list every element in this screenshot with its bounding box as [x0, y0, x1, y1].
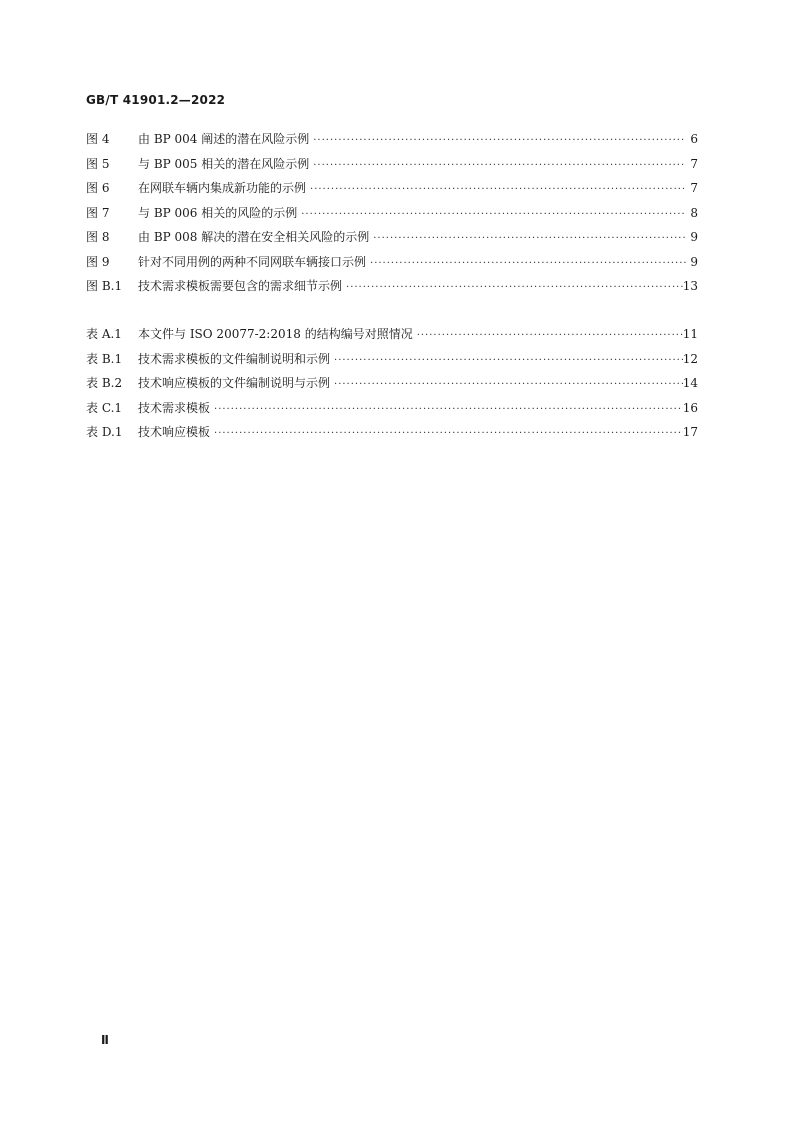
- toc-entry-title: 技术响应模板: [138, 425, 211, 439]
- toc-entry-page: 14: [682, 376, 698, 390]
- toc-entry-label: 图 9: [86, 254, 110, 269]
- toc-entry-figure-7[interactable]: [86, 204, 698, 229]
- toc-leader-dots: [310, 184, 686, 195]
- standard-number: GB/T 41901.2—2022: [86, 93, 226, 107]
- toc-entry-page: 9: [690, 254, 698, 269]
- toc-entry-page: 6: [690, 132, 698, 146]
- toc-leader-dots: [346, 282, 683, 293]
- toc-entry-page: 16: [682, 400, 698, 415]
- toc-entry-page: 8: [690, 205, 698, 220]
- toc-entry-label: 表 B.1: [86, 351, 123, 366]
- toc-entry-label: 图 6: [86, 181, 110, 195]
- toc-entry-label: 表 C.1: [86, 400, 123, 415]
- toc-leader-dots: [417, 330, 683, 341]
- toc-entry-label: 图 5: [86, 156, 110, 171]
- toc-entry-title: 技术响应模板的文件编制说明与示例: [138, 376, 331, 390]
- toc-entry-title: 由 BP 008 解决的潜在安全相关风险的示例: [138, 230, 370, 244]
- toc-entry-figure-8[interactable]: [86, 228, 698, 253]
- toc-entry-figure-5[interactable]: [86, 155, 698, 180]
- toc-entry-label: 图 4: [86, 132, 110, 146]
- toc-entry-title: 本文件与 ISO 20077-2:2018 的结构编号对照情况: [138, 327, 413, 341]
- toc-entry-table-b1[interactable]: [86, 350, 698, 375]
- toc-entry-label: 表 A.1: [86, 327, 122, 341]
- toc-entry-figure-4[interactable]: [86, 130, 698, 155]
- table-list: [86, 325, 698, 448]
- toc-entry-figure-6[interactable]: [86, 179, 698, 204]
- toc-entry-table-d1[interactable]: [86, 423, 698, 448]
- toc-entry-label: 图 8: [86, 230, 110, 244]
- page-number: Ⅱ: [101, 1033, 109, 1047]
- toc-leader-dots: [370, 258, 686, 269]
- toc-entry-label: 图 B.1: [86, 279, 123, 293]
- toc-entry-label: 表 B.2: [86, 376, 123, 390]
- toc-entry-title: 针对不同用例的两种不同网联车辆接口示例: [138, 254, 367, 269]
- toc-entry-figure-9[interactable]: [86, 253, 698, 278]
- toc-entry-page: 17: [682, 425, 698, 439]
- toc-leader-dots: [214, 428, 683, 439]
- toc-leader-dots: [214, 404, 683, 415]
- toc-leader-dots: [334, 379, 683, 390]
- toc-entry-page: 11: [682, 327, 698, 341]
- toc-entry-table-c1[interactable]: [86, 399, 698, 424]
- figure-list: [86, 130, 698, 302]
- toc-entry-figure-b1[interactable]: [86, 277, 698, 302]
- toc-entry-table-a1[interactable]: [86, 325, 698, 350]
- toc-entry-page: 12: [682, 351, 698, 366]
- toc-leader-dots: [373, 233, 686, 244]
- toc-entry-label: 图 7: [86, 205, 110, 220]
- toc-entry-title: 技术需求模板的文件编制说明和示例: [138, 351, 331, 366]
- toc-entry-title: 与 BP 005 相关的潜在风险示例: [138, 156, 310, 171]
- toc-entry-page: 13: [682, 279, 698, 293]
- toc-entry-title: 在网联车辆内集成新功能的示例: [138, 181, 307, 195]
- toc-entry-page: 7: [690, 156, 698, 171]
- toc-entry-title: 技术需求模板需要包含的需求细节示例: [138, 279, 343, 293]
- toc-entry-label: 表 D.1: [86, 425, 123, 439]
- toc-entry-title: 与 BP 006 相关的风险的示例: [138, 205, 298, 220]
- toc-entry-table-b2[interactable]: [86, 374, 698, 399]
- toc-leader-dots: [301, 209, 686, 220]
- toc-entry-page: 7: [690, 181, 698, 195]
- toc-entry-title: 由 BP 004 阐述的潜在风险示例: [138, 132, 310, 146]
- toc-leader-dots: [313, 135, 686, 146]
- toc-entry-page: 9: [690, 230, 698, 244]
- toc-entry-title: 技术需求模板: [138, 400, 211, 415]
- toc-leader-dots: [313, 160, 686, 171]
- toc-leader-dots: [334, 355, 683, 366]
